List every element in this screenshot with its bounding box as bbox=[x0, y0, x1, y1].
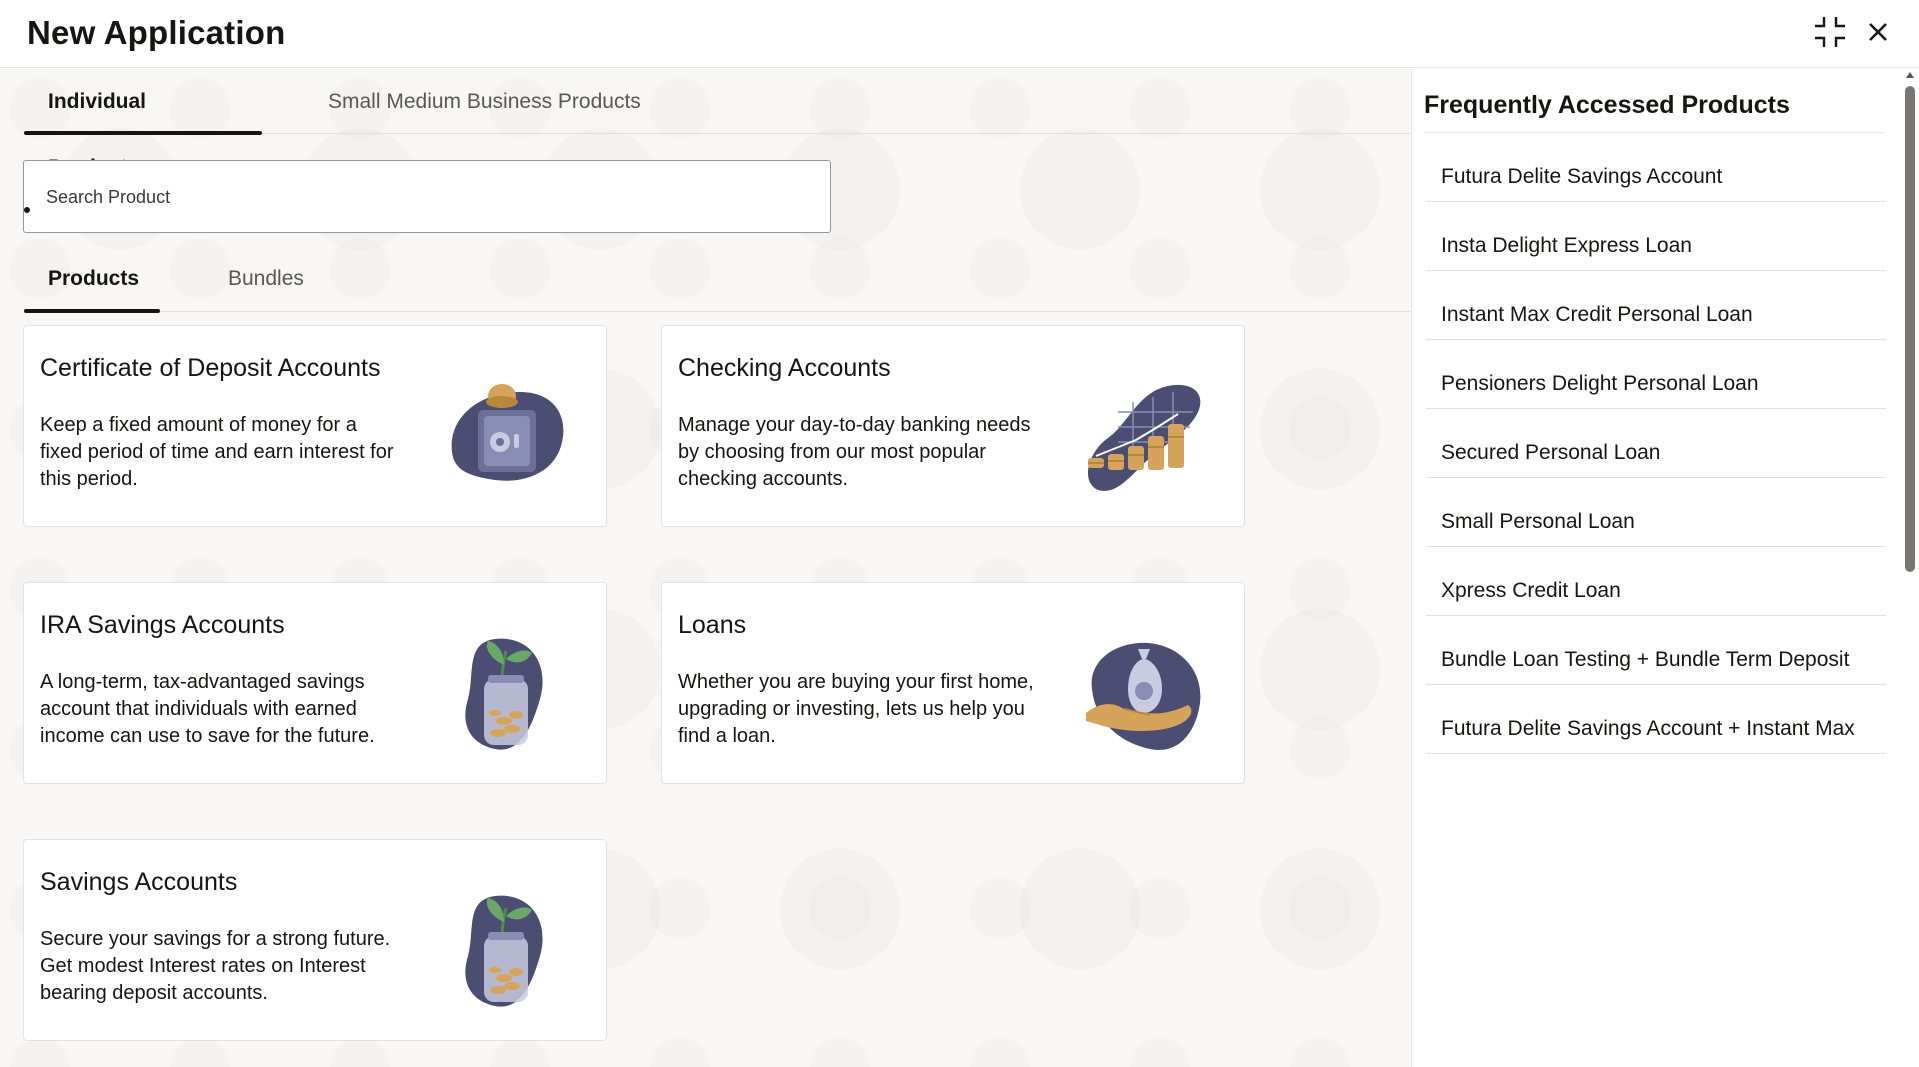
product-card-ira-savings[interactable] bbox=[23, 582, 607, 784]
list-item[interactable]: Futura Delite Savings Account bbox=[1426, 133, 1886, 202]
frequently-accessed-panel bbox=[1411, 69, 1919, 1067]
card-title: Checking Accounts bbox=[678, 354, 891, 382]
search-input[interactable] bbox=[44, 161, 808, 234]
plant-jar-icon bbox=[440, 886, 570, 1016]
panel-title: Frequently Accessed Products bbox=[1424, 91, 1790, 119]
product-type-tabs bbox=[24, 69, 1410, 134]
list-item[interactable]: Insta Delight Express Loan bbox=[1426, 202, 1886, 271]
frequent-products-list bbox=[1426, 133, 1886, 823]
list-item[interactable]: Pensioners Delight Personal Loan bbox=[1426, 340, 1886, 409]
panel-scrollbar[interactable] bbox=[1903, 70, 1917, 570]
safe-deposit-icon bbox=[440, 372, 570, 502]
tab-products[interactable]: Products bbox=[24, 249, 160, 311]
money-bag-hand-icon bbox=[1078, 629, 1208, 759]
close-icon bbox=[1860, 14, 1896, 50]
list-item[interactable]: Futura Delite Savings Account + Instant Max bbox=[1426, 685, 1886, 754]
scroll-up-icon[interactable] bbox=[1906, 72, 1914, 78]
tab-bundles[interactable]: Bundles bbox=[228, 267, 304, 290]
list-item[interactable]: Small Personal Loan bbox=[1426, 478, 1886, 547]
list-item[interactable]: Bundle Loan Testing + Bundle Term Deposit bbox=[1426, 616, 1886, 685]
tab-sme-products[interactable]: Small Medium Business Products bbox=[328, 90, 641, 113]
list-item[interactable]: Instant Max Credit Personal Loan bbox=[1426, 271, 1886, 340]
focus-marker bbox=[24, 207, 30, 213]
product-card-loans[interactable] bbox=[661, 582, 1245, 784]
card-title: IRA Savings Accounts bbox=[40, 611, 285, 639]
card-description: A long-term, tax-advantaged savings account that individuals with earned income can use to save for the future. bbox=[40, 671, 375, 747]
list-item[interactable]: Xpress Credit Loan bbox=[1426, 547, 1886, 616]
plant-jar-icon bbox=[440, 629, 570, 759]
search-box bbox=[23, 160, 831, 233]
card-description: Secure your savings for a strong future. Get modest Interest rates on Interest bearing deposit accounts. bbox=[40, 928, 391, 1004]
dialog-header bbox=[0, 0, 1919, 68]
tab-individual-products[interactable]: Individual bbox=[24, 69, 262, 133]
card-description: Manage your day-to-day banking needs by choosing from our most popular checking accounts. bbox=[678, 414, 1031, 490]
minimize-icon bbox=[1812, 14, 1848, 50]
catalog-tabs bbox=[24, 249, 1410, 312]
card-description: Keep a fixed amount of money for a fixed period of time and earn interest for this period. bbox=[40, 414, 394, 490]
card-description: Whether you are buying your first home, upgrading or investing, lets us help you find a loan. bbox=[678, 671, 1034, 747]
minimize-button[interactable] bbox=[1812, 14, 1848, 50]
page-title: New Application bbox=[27, 14, 286, 51]
coin-chart-icon bbox=[1078, 372, 1208, 502]
card-title: Loans bbox=[678, 611, 747, 639]
main-panel bbox=[0, 69, 1410, 1067]
scroll-thumb[interactable] bbox=[1905, 86, 1915, 572]
card-title: Certificate of Deposit Accounts bbox=[40, 354, 381, 382]
close-button[interactable] bbox=[1860, 14, 1896, 50]
product-card-checking[interactable] bbox=[661, 325, 1245, 527]
list-item[interactable]: Secured Personal Loan bbox=[1426, 409, 1886, 478]
product-card-certificate-of-deposit[interactable] bbox=[23, 325, 607, 527]
product-card-savings[interactable] bbox=[23, 839, 607, 1041]
card-title: Savings Accounts bbox=[40, 868, 238, 896]
